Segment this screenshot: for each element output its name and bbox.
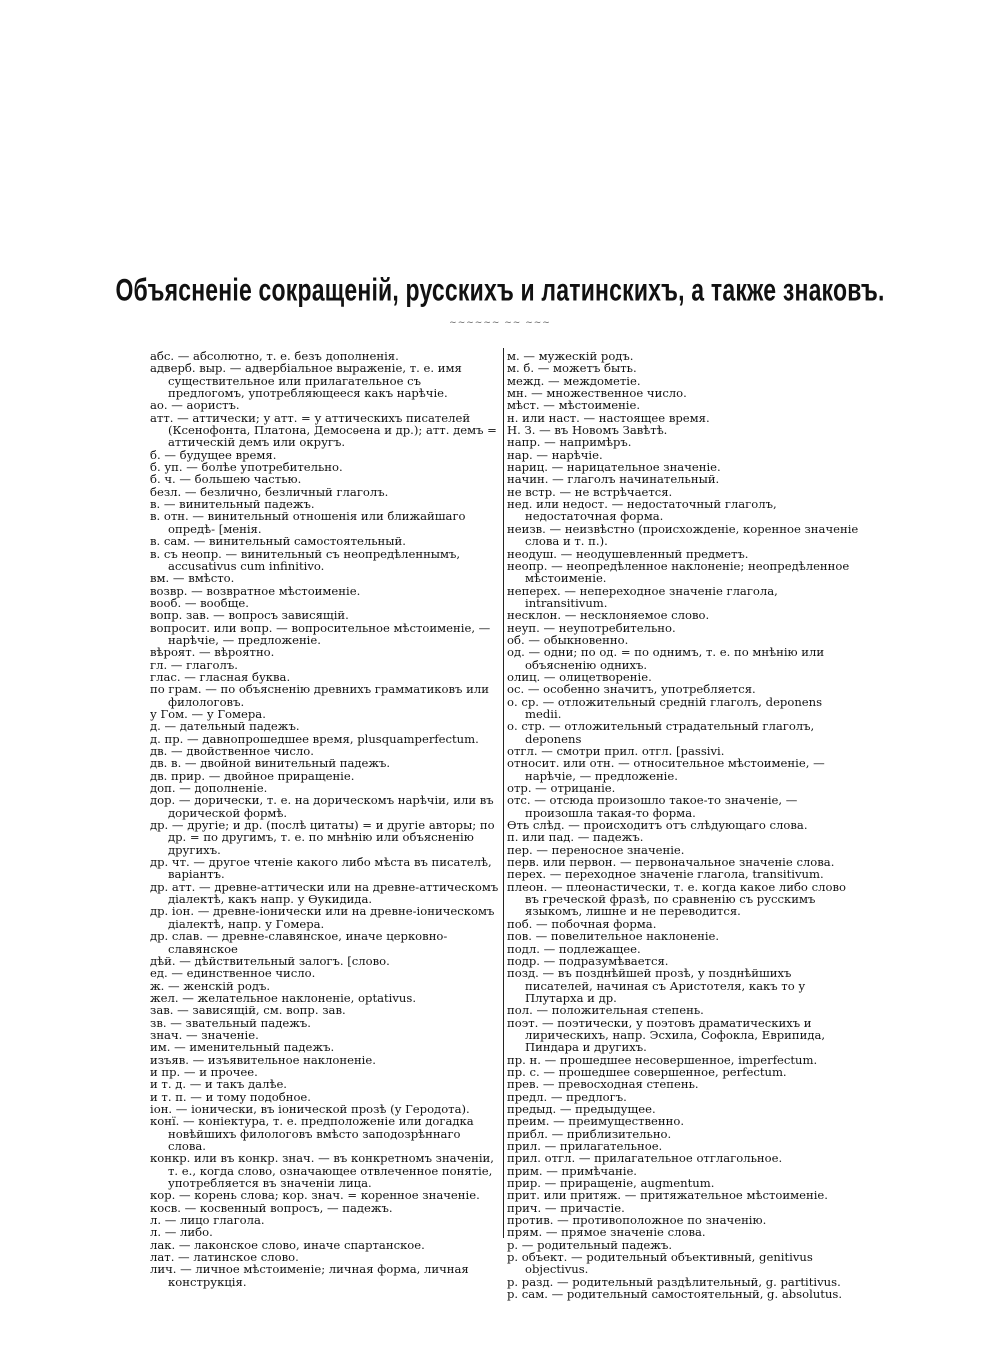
abbreviation-entry: перех. — переходное значеніе глагола, transitivum. xyxy=(507,867,824,882)
abbreviation-entry: возвр. — возвратное мѣстоименіе. xyxy=(150,583,361,598)
abbreviation-entry: адверб. выр. — адвербіальное выраженіе, т. е. имя существительное или прилагательное съ предлогомъ, употребляющееся какъ нарѣчіе. xyxy=(150,361,462,401)
abbreviation-entry: относит. или отн. — относительное мѣстоименіе, — нарѣчіе, — предложеніе. xyxy=(507,756,825,783)
abbreviation-entry: напр. — напримѣръ. xyxy=(507,435,632,450)
abbreviation-entry: подл. — подлежащее. xyxy=(507,941,641,956)
abbreviation-entry: лат. — латинское слово. xyxy=(150,1250,299,1265)
abbreviation-entry: атт. — аттически; у атт. = у аттическихъ писателей (Ксенофонта, Платона, Демосѳена и др.); атт. демъ = аттическій демъ или округъ. xyxy=(150,410,497,450)
abbreviation-entry: и пр. — и прочее. xyxy=(150,1064,258,1079)
abbreviation-entry: л. — лицо глагола. xyxy=(150,1213,265,1228)
abbreviation-entry: межд. — междометіе. xyxy=(507,373,641,388)
abbreviation-entry: д. пр. — давнопрошедшее время, plusquamperfectum. xyxy=(150,731,479,746)
abbreviation-entry: прил. — прилагательное. xyxy=(507,1139,663,1153)
abbreviation-entry: пол. — положительная степень. xyxy=(507,1003,704,1018)
abbreviation-entry: зв. — звательный падежъ. xyxy=(150,1015,311,1030)
abbreviation-entry: нед. или недост. — недостаточный глаголъ, недостаточная форма. xyxy=(507,497,777,524)
abbreviation-entry: неперех. — непереходное значеніе глагола, intransitivum. xyxy=(507,583,778,610)
abbreviation-entry: неуп. — неупотребительно. xyxy=(507,620,676,635)
abbreviation-entry: др. іон. — древне-іонически или на древне-іоническомъ діалектѣ, напр. у Гомера. xyxy=(150,904,495,931)
abbreviation-entry: преим. — преимущественно. xyxy=(507,1114,685,1129)
abbreviation-entry: м. б. — можетъ быть. xyxy=(507,361,637,376)
abbreviation-entry: абс. — абсолютно, т. е. безъ дополненія. xyxy=(150,349,399,363)
abbreviation-entry: др. слав. — древне-славянское, иначе церковно-славянское xyxy=(150,929,448,956)
abbreviation-entry: в. — винительный падежъ. xyxy=(150,497,315,512)
abbreviation-entry: неизв. — неизвѣстно (происхожденіе, коренное значеніе слова и т. п.). xyxy=(507,521,859,549)
abbreviation-entry: жел. — желательное наклоненіе, optativus. xyxy=(150,990,417,1005)
abbreviation-entry: отгл. — смотри прил. отгл. [passivi. xyxy=(507,744,725,758)
abbreviation-entry: несклон. — несклоняемое слово. xyxy=(507,608,710,623)
abbreviation-entry: прил. отгл. — прилагательное отглагольное. xyxy=(507,1151,783,1166)
abbreviation-entry: прям. — прямое значеніе слова. xyxy=(507,1225,706,1240)
abbreviation-entry: вооб. — вообще. xyxy=(150,595,249,610)
abbreviation-entry: косв. — косвенный вопросъ, — падежъ. xyxy=(150,1200,393,1215)
abbreviation-entry: отс. — отсюда произошло такое-то значеніе, — произошла такая-то форма. xyxy=(507,793,798,820)
abbreviation-entry: пов. — повелительное наклоненіе. xyxy=(507,929,720,944)
abbreviation-entry: в. съ неопр. — винительный съ неопредѣленнымъ, accusativus cum infinitivo. xyxy=(150,546,461,573)
abbreviation-entry: вѣроят. — вѣроятно. xyxy=(150,645,275,660)
abbreviation-entry: ао. — аористъ. xyxy=(150,398,240,413)
abbreviation-entry: нар. — нарѣчіе. xyxy=(507,447,603,462)
abbreviation-entry: прир. — приращеніе, augmentum. xyxy=(507,1176,715,1191)
abbreviation-entry: и т. п. — и тому подобное. xyxy=(150,1089,311,1104)
title-ornament: ~~~~~~ ~~ ~~~ xyxy=(449,318,551,328)
abbreviation-entry: дѣй. — дѣйствительный залогъ. [слово. xyxy=(150,953,390,968)
abbreviation-entry: р. разд. — родительный раздѣлительный, g. partitivus. xyxy=(507,1274,841,1289)
abbreviation-entry: д. — дательный падежъ. xyxy=(150,719,300,734)
left-column xyxy=(150,350,500,1288)
abbreviation-entry: дв. — двойственное число. xyxy=(150,744,314,758)
abbreviation-entry: прибл. — приблизительно. xyxy=(507,1126,672,1141)
abbreviation-entry: у Гом. — у Гомера. xyxy=(150,706,266,721)
abbreviation-entry: пр. н. — прошедшее несовершенное, imperfectum. xyxy=(507,1052,818,1067)
abbreviation-entry: ж. — женскій родъ. xyxy=(150,978,271,993)
abbreviation-entry: ед. — единственное число. xyxy=(150,966,316,981)
abbreviation-entry: дв. в. — двойной винительный падежъ. xyxy=(150,756,391,771)
abbreviation-entry: пер. — переносное значеніе. xyxy=(507,842,685,857)
column-divider xyxy=(503,348,504,1238)
abbreviation-entry: лич. — личное мѣстоименіе; личная форма, личная конструкція. xyxy=(150,1262,469,1289)
abbreviation-entry: в. сам. — винительный самостоятельный. xyxy=(150,534,406,549)
abbreviation-entry: олиц. — олицетвореніе. xyxy=(507,669,652,684)
abbreviation-entry: мн. — множественное число. xyxy=(507,386,687,401)
abbreviation-entry: п. или пад. — падежъ. xyxy=(507,830,644,845)
abbreviation-entry: неодуш. — неодушевленный предметъ. xyxy=(507,546,749,561)
abbreviation-entry: поб. — побочная форма. xyxy=(507,916,657,931)
abbreviation-entry: глас. — гласная буква. xyxy=(150,669,291,684)
abbreviation-entry: др. чт. — другое чтеніе какого либо мѣста въ писателѣ, варіантъ. xyxy=(150,855,492,882)
abbreviation-entry: плеон. — плеонастически, т. е. когда какое либо слово въ греческой фразѣ, по сравненію съ русскимъ языкомъ, лишне и не переводится. xyxy=(507,879,846,919)
abbreviation-entry: поэт. — поэтически, у поэтовъ драматическихъ и лирическихъ, напр. Эсхила, Софокла, Еврипида, Пиндара и другихъ. xyxy=(507,1015,826,1055)
abbreviation-entry: вопросит. или вопр. — вопросительное мѣстоименіе, — нарѣчіе, — предложеніе. xyxy=(150,620,491,647)
abbreviation-entry: нариц. — нарицательное значеніе. xyxy=(507,460,721,475)
abbreviation-entry: подр. — подразумѣвается. xyxy=(507,953,669,968)
abbreviation-entry: Н. З. — въ Новомъ Завѣтѣ. xyxy=(507,423,668,438)
abbreviation-entry: б. — будущее время. xyxy=(150,447,277,462)
abbreviation-entry: по грам. — по объясненію древнихъ грамматиковъ или филологовъ. xyxy=(150,682,489,709)
abbreviation-entry: не встр. — не встрѣчается. xyxy=(507,484,673,499)
abbreviation-entry: лак. — лаконское слово, иначе спартанское. xyxy=(150,1237,425,1252)
abbreviation-entry: конкр. или въ конкр. знач. — въ конкретномъ значеніи, т. е., когда слово, означающее отвлеченное понятіе, употребляется въ значеніи лица. xyxy=(150,1151,494,1191)
abbreviation-entry: им. — именительный падежъ. xyxy=(150,1040,335,1055)
abbreviation-entry: др. — другіе; и др. (послѣ цитаты) = и другіе авторы; по др. = по другимъ, т. е. по мнѣнію или объясненію другихъ. xyxy=(150,818,495,857)
abbreviation-entry: конї. — коніектура, т. е. предположеніе или догадка новѣйшихъ филологовъ вмѣсто заподозрѣннаго слова. xyxy=(150,1114,474,1153)
abbreviation-entry: прев. — превосходная степень. xyxy=(507,1077,699,1092)
abbreviation-entry: Ѳть слѣд. — происходитъ отъ слѣдующаго слова. xyxy=(507,818,808,833)
page-title: Объясненіе сокращеній, русскихъ и латинскихъ, а также знаковъ. xyxy=(115,272,885,308)
abbreviation-entry: вм. — вмѣсто. xyxy=(150,571,235,586)
abbreviation-entry: дор. — дорически, т. е. на дорическомъ нарѣчіи, или въ дорической формѣ. xyxy=(150,793,494,820)
abbreviation-entry: б. уп. — болѣе употребительно. xyxy=(150,460,343,475)
abbreviation-entry: р. сам. — родительный самостоятельный, g. absolutus. xyxy=(507,1287,843,1302)
abbreviation-entry: дв. прир. — двойное приращеніе. xyxy=(150,768,355,783)
abbreviation-entry: кор. — корень слова; кор. знач. = коренное значеніе. xyxy=(150,1188,480,1203)
abbreviation-entry: начин. — глаголъ начинательный. xyxy=(507,472,720,487)
abbreviation-entry: позд. — въ позднѣйшей прозѣ, у позднѣйшихъ писателей, начиная съ Аристотеля, какъ то у Плутарха и др. xyxy=(507,966,806,1005)
abbreviation-entry: др. атт. — древне-аттически или на древне-аттическомъ діалектѣ, какъ напр. у Ѳукидида. xyxy=(150,879,499,907)
abbreviation-entry: о. ср. — отложительный средній глаголъ, deponens medii. xyxy=(507,694,823,721)
right-column xyxy=(507,350,859,1300)
abbreviation-entry: против. — противоположное по значенію. xyxy=(507,1213,767,1228)
abbreviation-entry: м. — мужескій родъ. xyxy=(507,349,634,363)
abbreviation-entry: вопр. зав. — вопросъ зависящій. xyxy=(150,608,349,623)
abbreviation-entry: прит. или притяж. — притяжательное мѣстоименіе. xyxy=(507,1188,828,1203)
abbreviation-entry: л. — либо. xyxy=(150,1225,213,1240)
abbreviation-entry: ос. — особенно значитъ, употребляется. xyxy=(507,682,756,697)
abbreviation-entry: р. объект. — родительный объективный, genitivus objectivus. xyxy=(507,1250,813,1277)
abbreviation-entry: перв. или первон. — первоначальное значеніе слова. xyxy=(507,855,835,870)
abbreviation-entry: предыд. — предыдущее. xyxy=(507,1101,656,1116)
abbreviation-entry: прим. — примѣчаніе. xyxy=(507,1163,637,1178)
abbreviation-entry: доп. — дополненіе. xyxy=(150,781,268,796)
abbreviation-entry: од. — одни; по од. = по однимъ, т. е. по мнѣнію или объясненію однихъ. xyxy=(507,645,825,672)
abbreviation-entry: изъяв. — изъявительное наклоненіе. xyxy=(150,1052,376,1067)
abbreviation-entry: и т. д. — и такъ далѣе. xyxy=(150,1077,287,1092)
abbreviation-entry: отр. — отрицаніе. xyxy=(507,781,616,796)
abbreviation-entry: іон. — іонически, въ іонической прозѣ (у Геродота). xyxy=(150,1101,470,1116)
abbreviation-entry: гл. — глаголъ. xyxy=(150,657,238,672)
abbreviation-entry: н. или наст. — настоящее время. xyxy=(507,410,710,425)
abbreviation-entry: о. стр. — отложительный страдательный глаголъ, deponens xyxy=(507,719,815,746)
abbreviation-entry: прич. — причастіе. xyxy=(507,1200,625,1215)
abbreviation-entry: в. отн. — винительный отношенія или ближайшаго опредѣ- [менія. xyxy=(150,509,466,536)
abbreviation-entry: мѣст. — мѣстоименіе. xyxy=(507,398,641,413)
abbreviation-entry: неопр. — неопредѣленное наклоненіе; неопредѣленное мѣстоименіе. xyxy=(507,558,850,586)
abbreviation-entry: р. — родительный падежъ. xyxy=(507,1237,673,1252)
abbreviation-entry: об. — обыкновенно. xyxy=(507,632,629,647)
abbreviation-entry: предл. — предлогъ. xyxy=(507,1089,627,1104)
abbreviation-entry: б. ч. — большею частью. xyxy=(150,472,302,487)
abbreviation-entry: знач. — значеніе. xyxy=(150,1027,259,1042)
abbreviation-entry: зав. — зависящій, см. вопр. зав. xyxy=(150,1003,346,1018)
abbreviation-entry: пр. с. — прошедшее совершенное, perfectum. xyxy=(507,1064,787,1079)
abbreviation-entry: безл. — безлично, безличный глаголъ. xyxy=(150,484,389,499)
